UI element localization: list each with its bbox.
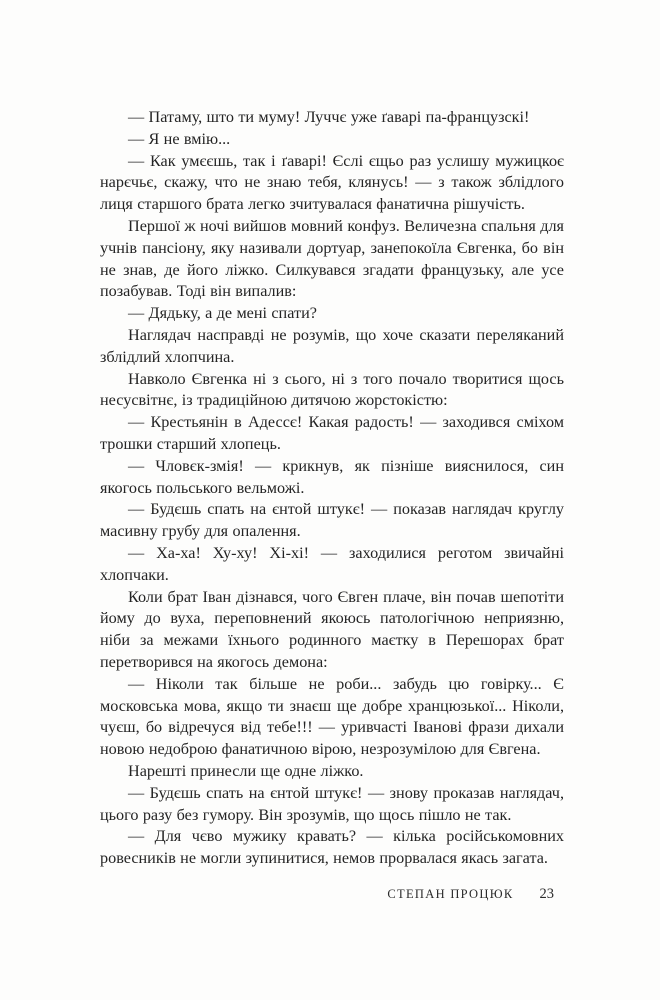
paragraph: — Будєшь спать на єнтой штукє! — показав наглядач круглу масивну грубу для опалення. — [100, 500, 564, 541]
paragraph: — Как умєєшь, так і ґаварі! Єслі єщьо раз услишу мужицкоє нарєчьє, скажу, что не знаю тебя, клянусь! — з також зблідлого лиця старшого брата легко зчитувалася фанатична рішучість. — [100, 151, 564, 214]
paragraph: Наглядач насправді не розумів, що хоче сказати переляканий зблідлий хлопчина. — [100, 325, 564, 366]
paragraph: Нарешті принесли ще одне ліжко. — [128, 761, 364, 780]
paragraph: — Чловєк-змія! — крикнув, як пізніше вияснилося, син якогось польського вельможі. — [100, 456, 564, 497]
footer-author: СТЕПАН ПРОЦЮК — [387, 887, 514, 901]
paragraph: — Крестьянін в Адессє! Какая радость! — заходився сміхом трошки старший хлопець. — [100, 413, 564, 453]
paragraph: — Патаму, што ти муму! Луччє уже ґаварі па-французскі! — [128, 108, 530, 126]
paragraph: — Будєшь спать на єнтой штукє! — знову проказав наглядач, цього разу без гумору. Він зрозумів, що щось пішло не так. — [100, 783, 564, 824]
footer-page-number: 23 — [539, 886, 554, 902]
text-block — [100, 107, 564, 870]
paragraph: Першої ж ночі вийшов мовний конфуз. Величезна спальня для учнів пансіону, яку називали дортуар, занепокоїла Євгенка, бо він не знав, де його ліжко. Силкувався згадати французьку, але усе позабував. Тоді він випалив: — [100, 216, 564, 301]
paragraph: Коли брат Іван дізнався, чого Євген плаче, він почав шепотіти йому до вуха, переповнений якоюсь патологічною неприязню, ніби за межами їхнього родинного маєтку в Перешорах брат перетворився на якогось демона: — [100, 587, 564, 671]
paragraph: Навколо Євгенка ні з сього, ні з того почало творитися щось несусвітнє, із традиційною дитячою жорстокістю: — [100, 369, 564, 410]
paragraph: — Я не вмію... — [128, 129, 231, 148]
page-footer — [100, 886, 564, 903]
paragraph: — Дядьку, а де мені спати? — [128, 304, 317, 323]
paragraph: — Для чєво мужику кравать? — кілька російськомовних ровесників не могли зупинитися, немов прорвалася якась загата. — [100, 827, 564, 868]
paragraph: — Ніколи так більше не роби... забудь цю говірку... Є московська мова, якщо ти знаєш ще добре хранцюзької... Ніколи, чуєш, бо відречуся від тебе!!! — уривчасті Іванові фрази дихали новою недоброю фанатичною вірою, незрозумілою для Євгена. — [100, 674, 564, 759]
paragraph: — Ха-ха! Ху-ху! Хі-хі! — заходилися реготом звичайні хлопчаки. — [100, 543, 564, 584]
